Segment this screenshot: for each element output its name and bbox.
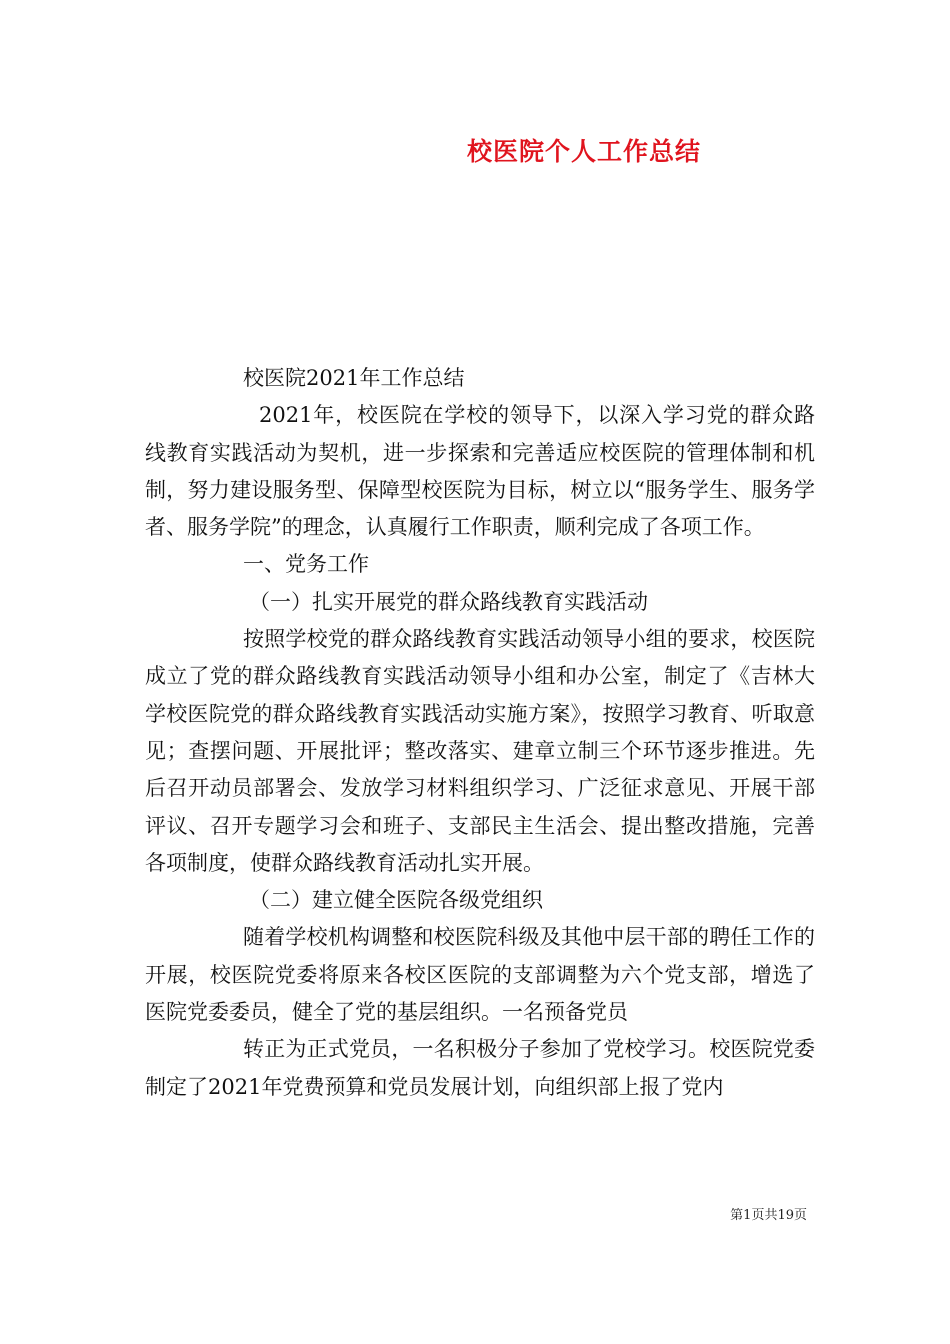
subsection-heading-2: （二）建立健全医院各级党组织: [249, 888, 543, 913]
paragraph-intro: 2021年，校医院在学校的领导下，以深入学习党的群众路线教育实践活动为契机，进一步探索和完善适应校医院的管理体制和机制，努力建设服务型、保障型校医院为目标，树立以“服务学生、服务学者、服务学院”的理念，认真履行工作职责，顺利完成了各项工作。: [145, 403, 815, 540]
paragraph-party-members: 转正为正式党员，一名积极分子参加了党校学习。校医院党委制定了2021年党费预算和党员发展计划，向组织部上报了党内: [145, 1037, 815, 1099]
paragraph-organization: 随着学校机构调整和校医院科级及其他中层干部的聘任工作的开展，校医院党委将原来各校区医院的支部调整为六个党支部，增选了医院党委委员，健全了党的基层组织。一名预备党员: [145, 925, 815, 1025]
subsection-heading-1: （一）扎实开展党的群众路线教育实践活动: [249, 589, 648, 614]
section-heading-summary: 校医院2021年工作总结: [243, 366, 465, 390]
paragraph-activity: 按照学校党的群众路线教育实践活动领导小组的要求，校医院成立了党的群众路线教育实践活动领导小组和办公室，制定了《吉林大学校医院党的群众路线教育实践活动实施方案》，按照学习教育、听取意见；查摆问题、开展批评；整改落实、建章立制三个环节逐步推进。先后召开动员部署会、发放学习材料组织学习、广泛征求意见、开展干部评议、召开专题学习会和班子、支部民主生活会、提出整改措施，完善各项制度，使群众路线教育活动扎实开展。: [145, 627, 815, 875]
document-body: [145, 360, 815, 1106]
page-number-footer: 第1页共19页: [730, 1208, 807, 1223]
document-title: 校医院个人工作总结: [467, 137, 702, 166]
section-heading-party-work: 一、党务工作: [243, 552, 369, 577]
